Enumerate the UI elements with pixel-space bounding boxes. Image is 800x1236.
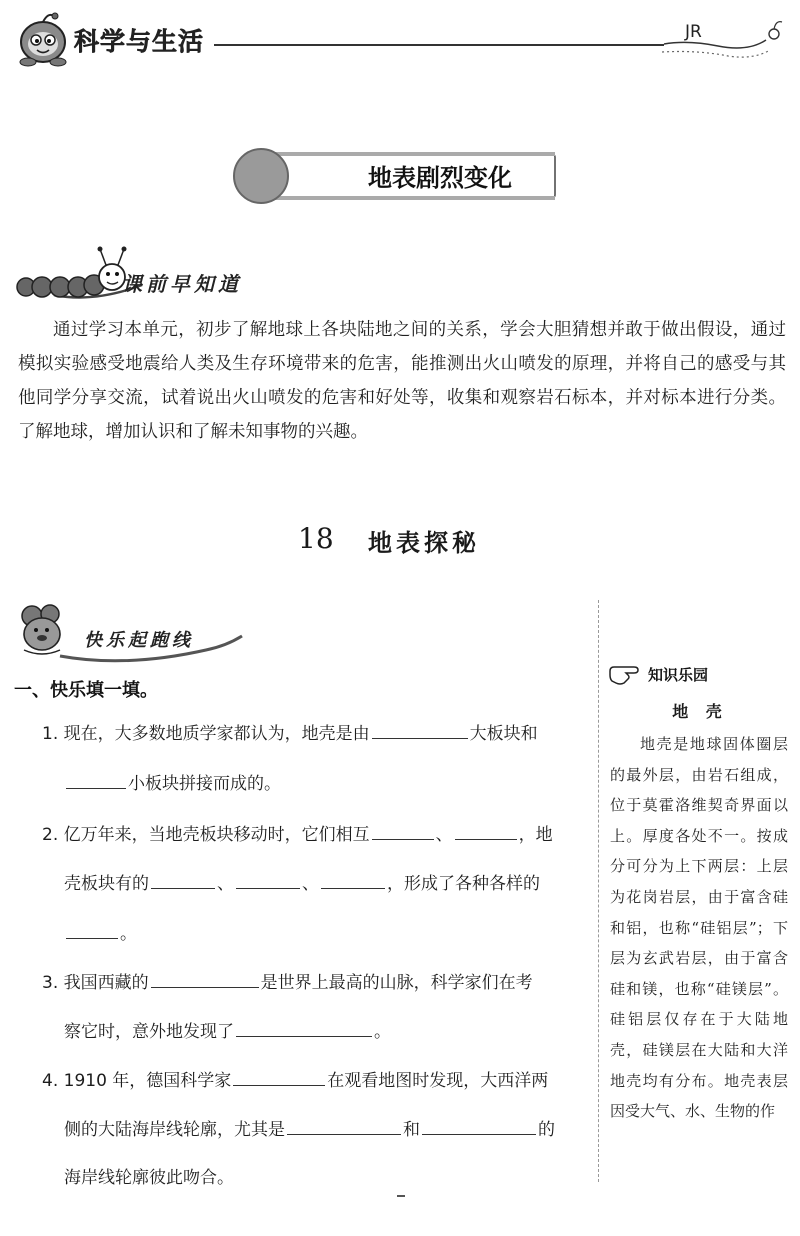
answer-blank[interactable] — [236, 872, 300, 889]
question-2-line-2: 壳板块有的 、 、 ，形成了各种各样的 — [64, 874, 540, 894]
question-1-line-2: 小板块拼接而成的。 — [64, 769, 281, 794]
sidebar-title: 地 壳 — [672, 702, 728, 721]
question-2-line-3: 。 — [64, 919, 137, 944]
answer-blank[interactable] — [233, 1069, 325, 1086]
answer-blank[interactable] — [151, 872, 215, 889]
question-3-line-1: 3. 我国西藏的 是世界上最高的山脉，科学家们在考 — [42, 973, 533, 993]
unit-title: 地表剧烈变化 — [368, 164, 512, 192]
question-3-line-2: 察它时，意外地发现了 。 — [64, 1022, 391, 1042]
question-4-line-1: 4. 1910 年，德国科学家 在观看地图时发现，大西洋两 — [42, 1071, 549, 1091]
preview-text: 通过学习本单元，初步了解地球上各块陆地之间的关系，学会大胆猜想并敢于做出假设，通过模拟实验感受地震给人类及生存环境带来的危害，能推测出火山喷发的原理，并将自己的感受与其他同学分享交流，试着说出火山喷发的危害和好处等，收集和观察岩石标本，并对标本进行分类。了解地球，增加认识和了解未知事物的兴趣。 — [18, 320, 786, 442]
column-divider — [598, 600, 599, 1182]
answer-blank[interactable] — [66, 772, 126, 789]
question-4-line-3: 海岸线轮廓彼此吻合。 — [64, 1168, 234, 1188]
header-rule — [214, 44, 664, 46]
question-4-line-2: 侧的大陆海岸线轮廓，尤其是 和 的 — [64, 1120, 555, 1140]
sidebar-text — [610, 729, 788, 1127]
answer-blank[interactable] — [236, 1020, 372, 1037]
answer-blank[interactable] — [321, 872, 385, 889]
header-mark: JR — [685, 22, 702, 42]
mascot-icon — [14, 8, 72, 70]
book-title: 科学与生活 — [74, 27, 205, 56]
sidebar-label: 知识乐园 — [648, 666, 709, 684]
header-wave-decoration — [658, 10, 788, 66]
section-title: 一、快乐填一填。 — [14, 680, 158, 701]
preview-heading: 课前早知道 — [122, 272, 242, 296]
preview-paragraph — [18, 313, 786, 449]
page-number-dash — [397, 1195, 405, 1197]
question-2-line-1: 2. 亿万年来，当地壳板块移动时，它们相互 、 ，地 — [42, 825, 553, 845]
lesson-title: 地表探秘 — [368, 529, 480, 557]
answer-blank[interactable] — [422, 1118, 536, 1135]
answer-blank[interactable] — [372, 823, 434, 840]
answer-blank[interactable] — [151, 971, 259, 988]
lesson-number: 18 — [298, 522, 334, 555]
pointing-hand-icon — [606, 663, 646, 687]
answer-blank[interactable] — [287, 1118, 401, 1135]
answer-blank[interactable] — [66, 922, 118, 939]
answer-blank[interactable] — [455, 823, 517, 840]
answer-blank[interactable] — [372, 722, 468, 739]
question-1-line-1: 1. 现在，大多数地质学家都认为，地壳是由 大板块和 — [42, 724, 538, 744]
sidebar-paragraph: 地壳是地球固体圈层的最外层，由岩石组成，位于莫霍洛维契奇界面以上。厚度各处不一。按成分可分为上下两层：上层为花岗岩层，由于富含硅和铝，也称“硅铝层”；下层为玄武岩层，由于富含硅和镁，也称“硅镁层”。硅铝层仅存在于大陆地壳，硅镁层在大陆和大洋地壳均有分布。地壳表层因受大气、水、生物的作 — [610, 735, 788, 1121]
start-heading: 快乐起跑线 — [84, 630, 194, 651]
